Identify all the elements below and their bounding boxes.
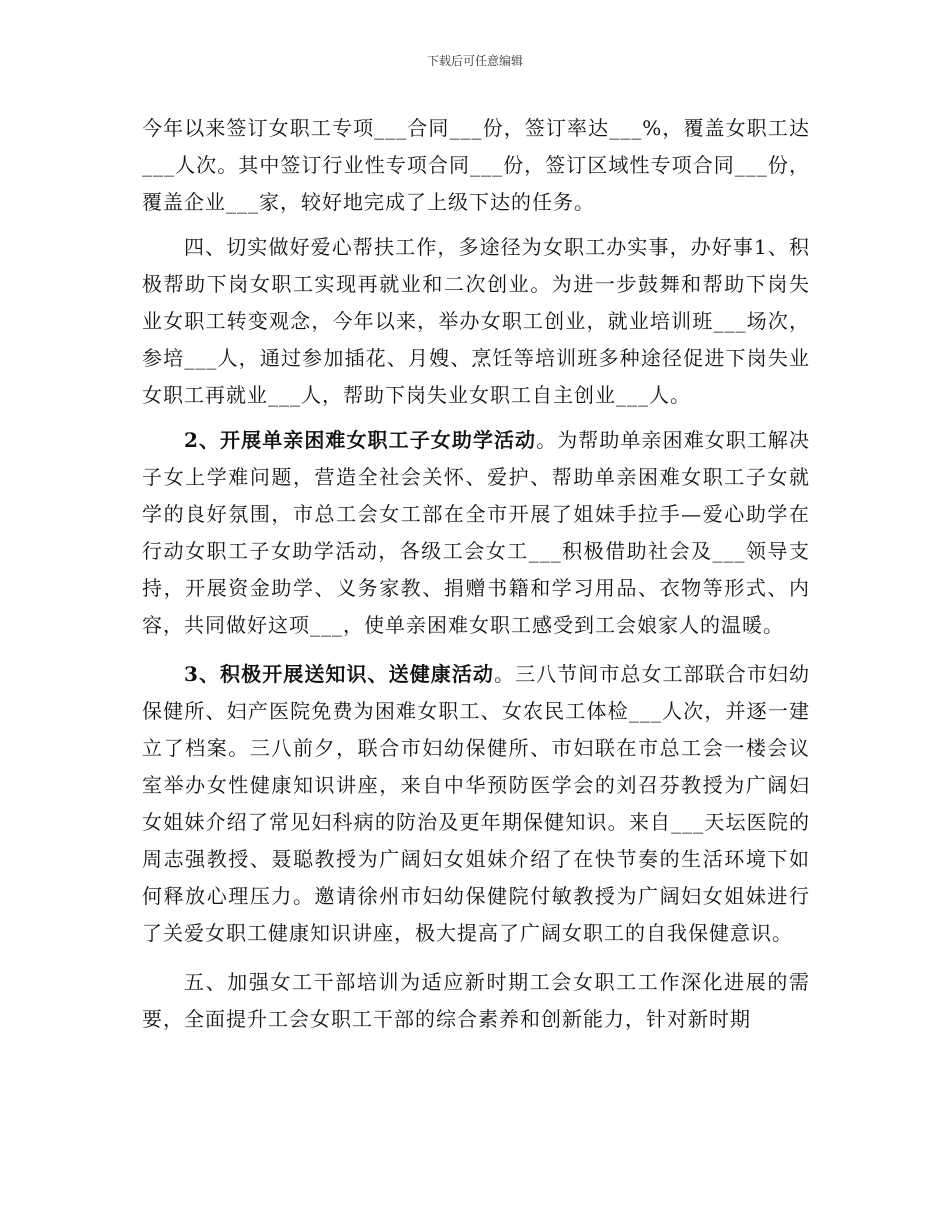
page-header: 下载后可任意编辑 (426, 54, 523, 68)
item-three-heading: 3、积极开展送知识、送健康活动 (184, 662, 494, 686)
paragraph-contract-stats: 今年以来签订女职工专项___合同___份，签订率达___%，覆盖女职工达___人次。其中签订行业性专项合同___份，签订区域性专项合同___份，覆盖企业___家，较好地完成了上级下达的任务。 (142, 116, 810, 214)
paragraph-item-three (142, 656, 810, 952)
item-two-text: 。为帮助单亲困难女职工解决子女上学难问题，营造全社会关怀、爱护、帮助单亲困难女职工子女就学的良好氛围，市总工会女工部在全市开展了姐妹手拉手—爱心助学在行动女职工子女助学活动，各级工会女工___积极借助社会及___领导支持，开展资金助学、义务家教、捐赠书籍和学习用品、衣物等形式、内容，共同做好这项___，使单亲困难女职工感受到工会娘家人的温暖。 (142, 428, 811, 637)
paragraph-item-two (142, 422, 810, 644)
item-two-heading: 2、开展单亲困难女职工子女助学活动 (184, 428, 537, 452)
item-three-text: 。三八节间市总女工部联合市妇幼保健所、妇产医院免费为困难女职工、女农民工体检___人次，并逐一建立了档案。三八前夕，联合市妇幼保健所、市妇联在市总工会一楼会议室举办女性健康知识讲座，来自中华预防医学会的刘召芬教授为广阔妇女姐妹介绍了常见妇科病的防治及更年期保健知识。来自___天坛医院的周志强教授、聂聪教授为广阔妇女姐妹介绍了在快节奏的生活环境下如何释放心理压力。邀请徐州市妇幼保健院付敏教授为广阔妇女姐妹进行了关爱女职工健康知识讲座，极大提高了广阔女职工的自我保健意识。 (142, 662, 811, 945)
paragraph-section-five: 五、加强女工干部培训为适应新时期工会女职工工作深化进展的需要，全面提升工会女职工干部的综合素养和创新能力，针对新时期 (142, 970, 810, 1031)
paragraph-section-four: 四、切实做好爱心帮扶工作，多途径为女职工办实事，办好事1、积极帮助下岗女职工实现再就业和二次创业。为进一步鼓舞和帮助下岗失业女职工转变观念，今年以来，举办女职工创业，就业培训班___场次，参培___人，通过参加插花、月嫂、烹饪等培训班多种途径促进下岗失业女职工再就业___人，帮助下岗失业女职工自主创业___人。 (142, 235, 810, 407)
document-body (142, 110, 810, 1038)
